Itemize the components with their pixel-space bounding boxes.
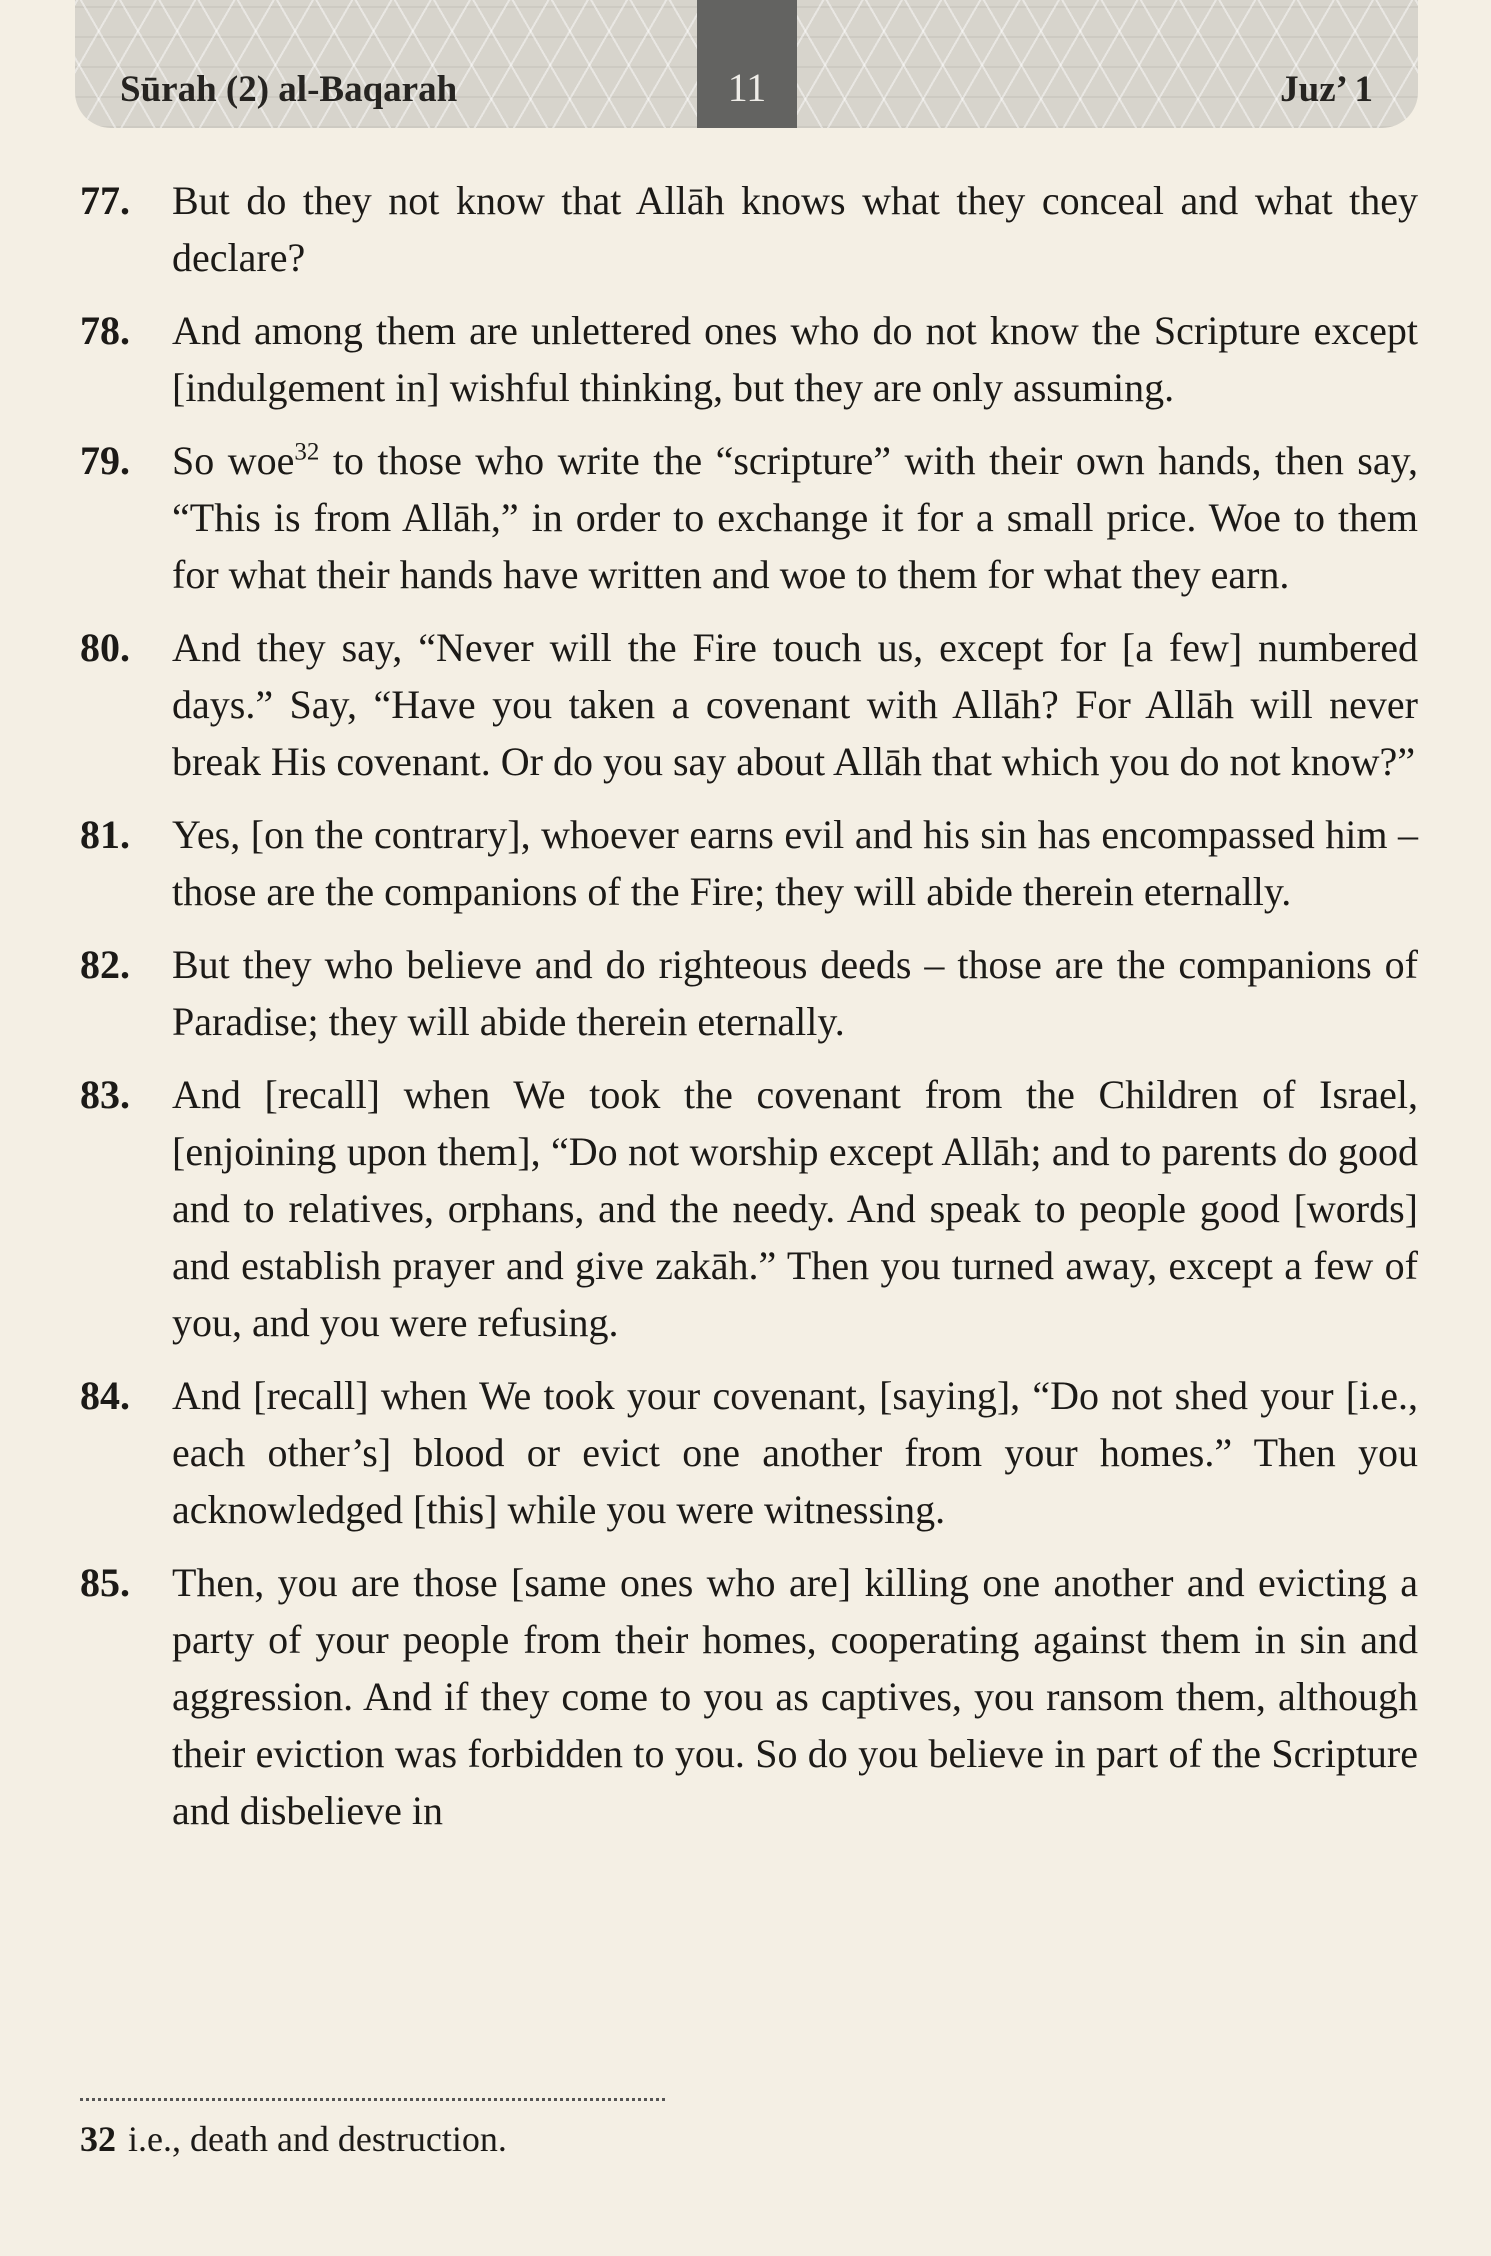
footnote-marker[interactable]: 32 xyxy=(294,438,320,466)
verse-text-rest: to those who write the “scripture” with their own hands, then say, “This is from Allāh,” in order to exchange it for a small price. Woe to them for what their hands have written and woe to them for what they earn. xyxy=(172,438,1419,597)
verse-number: 84. xyxy=(80,1373,130,1418)
surah-title: Sūrah (2) al-Baqarah xyxy=(120,69,458,110)
verse-text: But they who believe and do righteous deeds – those are the companions of Paradise; they will abide therein eternally. xyxy=(172,942,1418,1044)
verse-number: 82. xyxy=(80,942,130,987)
page-number: 11 xyxy=(727,65,767,110)
footnote-divider xyxy=(80,2098,665,2101)
verse-number: 85. xyxy=(80,1560,130,1605)
verse-text xyxy=(172,432,1418,603)
verse-text: And they say, “Never will the Fire touch us, except for [a few] numbered days.” Say, “Have you taken a covenant with Allāh? For Allāh will never break His covenant. Or do you say about Allāh that which you do not know?” xyxy=(172,625,1418,784)
verse-84 xyxy=(80,1367,1418,1538)
verse-79 xyxy=(80,432,1418,603)
verse-85 xyxy=(80,1554,1418,1839)
footnote xyxy=(80,2118,507,2160)
verse-text: Then, you are those [same ones who are] killing one another and evicting a party of your people from their homes, cooperating against them in sin and aggression. And if they come to you as captives, you ransom them, although their eviction was forbidden to you. So do you believe in part of the Scripture and disbelieve in xyxy=(172,1560,1418,1833)
page-number-box xyxy=(697,0,797,128)
footnote-number: 32 xyxy=(80,2119,116,2159)
verse-78 xyxy=(80,302,1418,416)
verse-list xyxy=(80,172,1418,1855)
footnote-text: i.e., death and destruction. xyxy=(128,2119,507,2159)
verse-82 xyxy=(80,936,1418,1050)
verse-text: And among them are unlettered ones who do not know the Scripture except [indulgement in] wishful thinking, but they are only assuming. xyxy=(172,308,1418,410)
verse-number: 81. xyxy=(80,812,130,857)
verse-81 xyxy=(80,806,1418,920)
verse-77 xyxy=(80,172,1418,286)
verse-text-start: So woe xyxy=(172,438,295,483)
verse-number: 80. xyxy=(80,625,130,670)
verse-number: 79. xyxy=(80,438,130,483)
verse-text: And [recall] when We took your covenant, [saying], “Do not shed your [i.e., each other’s] blood or evict one another from your homes.” Then you acknowledged [this] while you were witnessing. xyxy=(172,1373,1418,1532)
verse-text: But do they not know that Allāh knows what they conceal and what they declare? xyxy=(172,178,1418,280)
juz-label: Juz’ 1 xyxy=(1280,69,1373,110)
verse-number: 78. xyxy=(80,308,130,353)
verse-80 xyxy=(80,619,1418,790)
verse-83 xyxy=(80,1066,1418,1351)
verse-text: Yes, [on the contrary], whoever earns evil and his sin has encompassed him – those are the companions of the Fire; they will abide therein eternally. xyxy=(172,812,1418,914)
verse-number: 83. xyxy=(80,1072,130,1117)
verse-text: And [recall] when We took the covenant from the Children of Israel, [enjoining upon them], “Do not worship except Allāh; and to parents do good and to relatives, orphans, and the needy. And speak to people good [words] and establish prayer and give zakāh.” Then you turned away, except a few of you, and you were refusing. xyxy=(172,1072,1418,1345)
verse-number: 77. xyxy=(80,178,130,223)
